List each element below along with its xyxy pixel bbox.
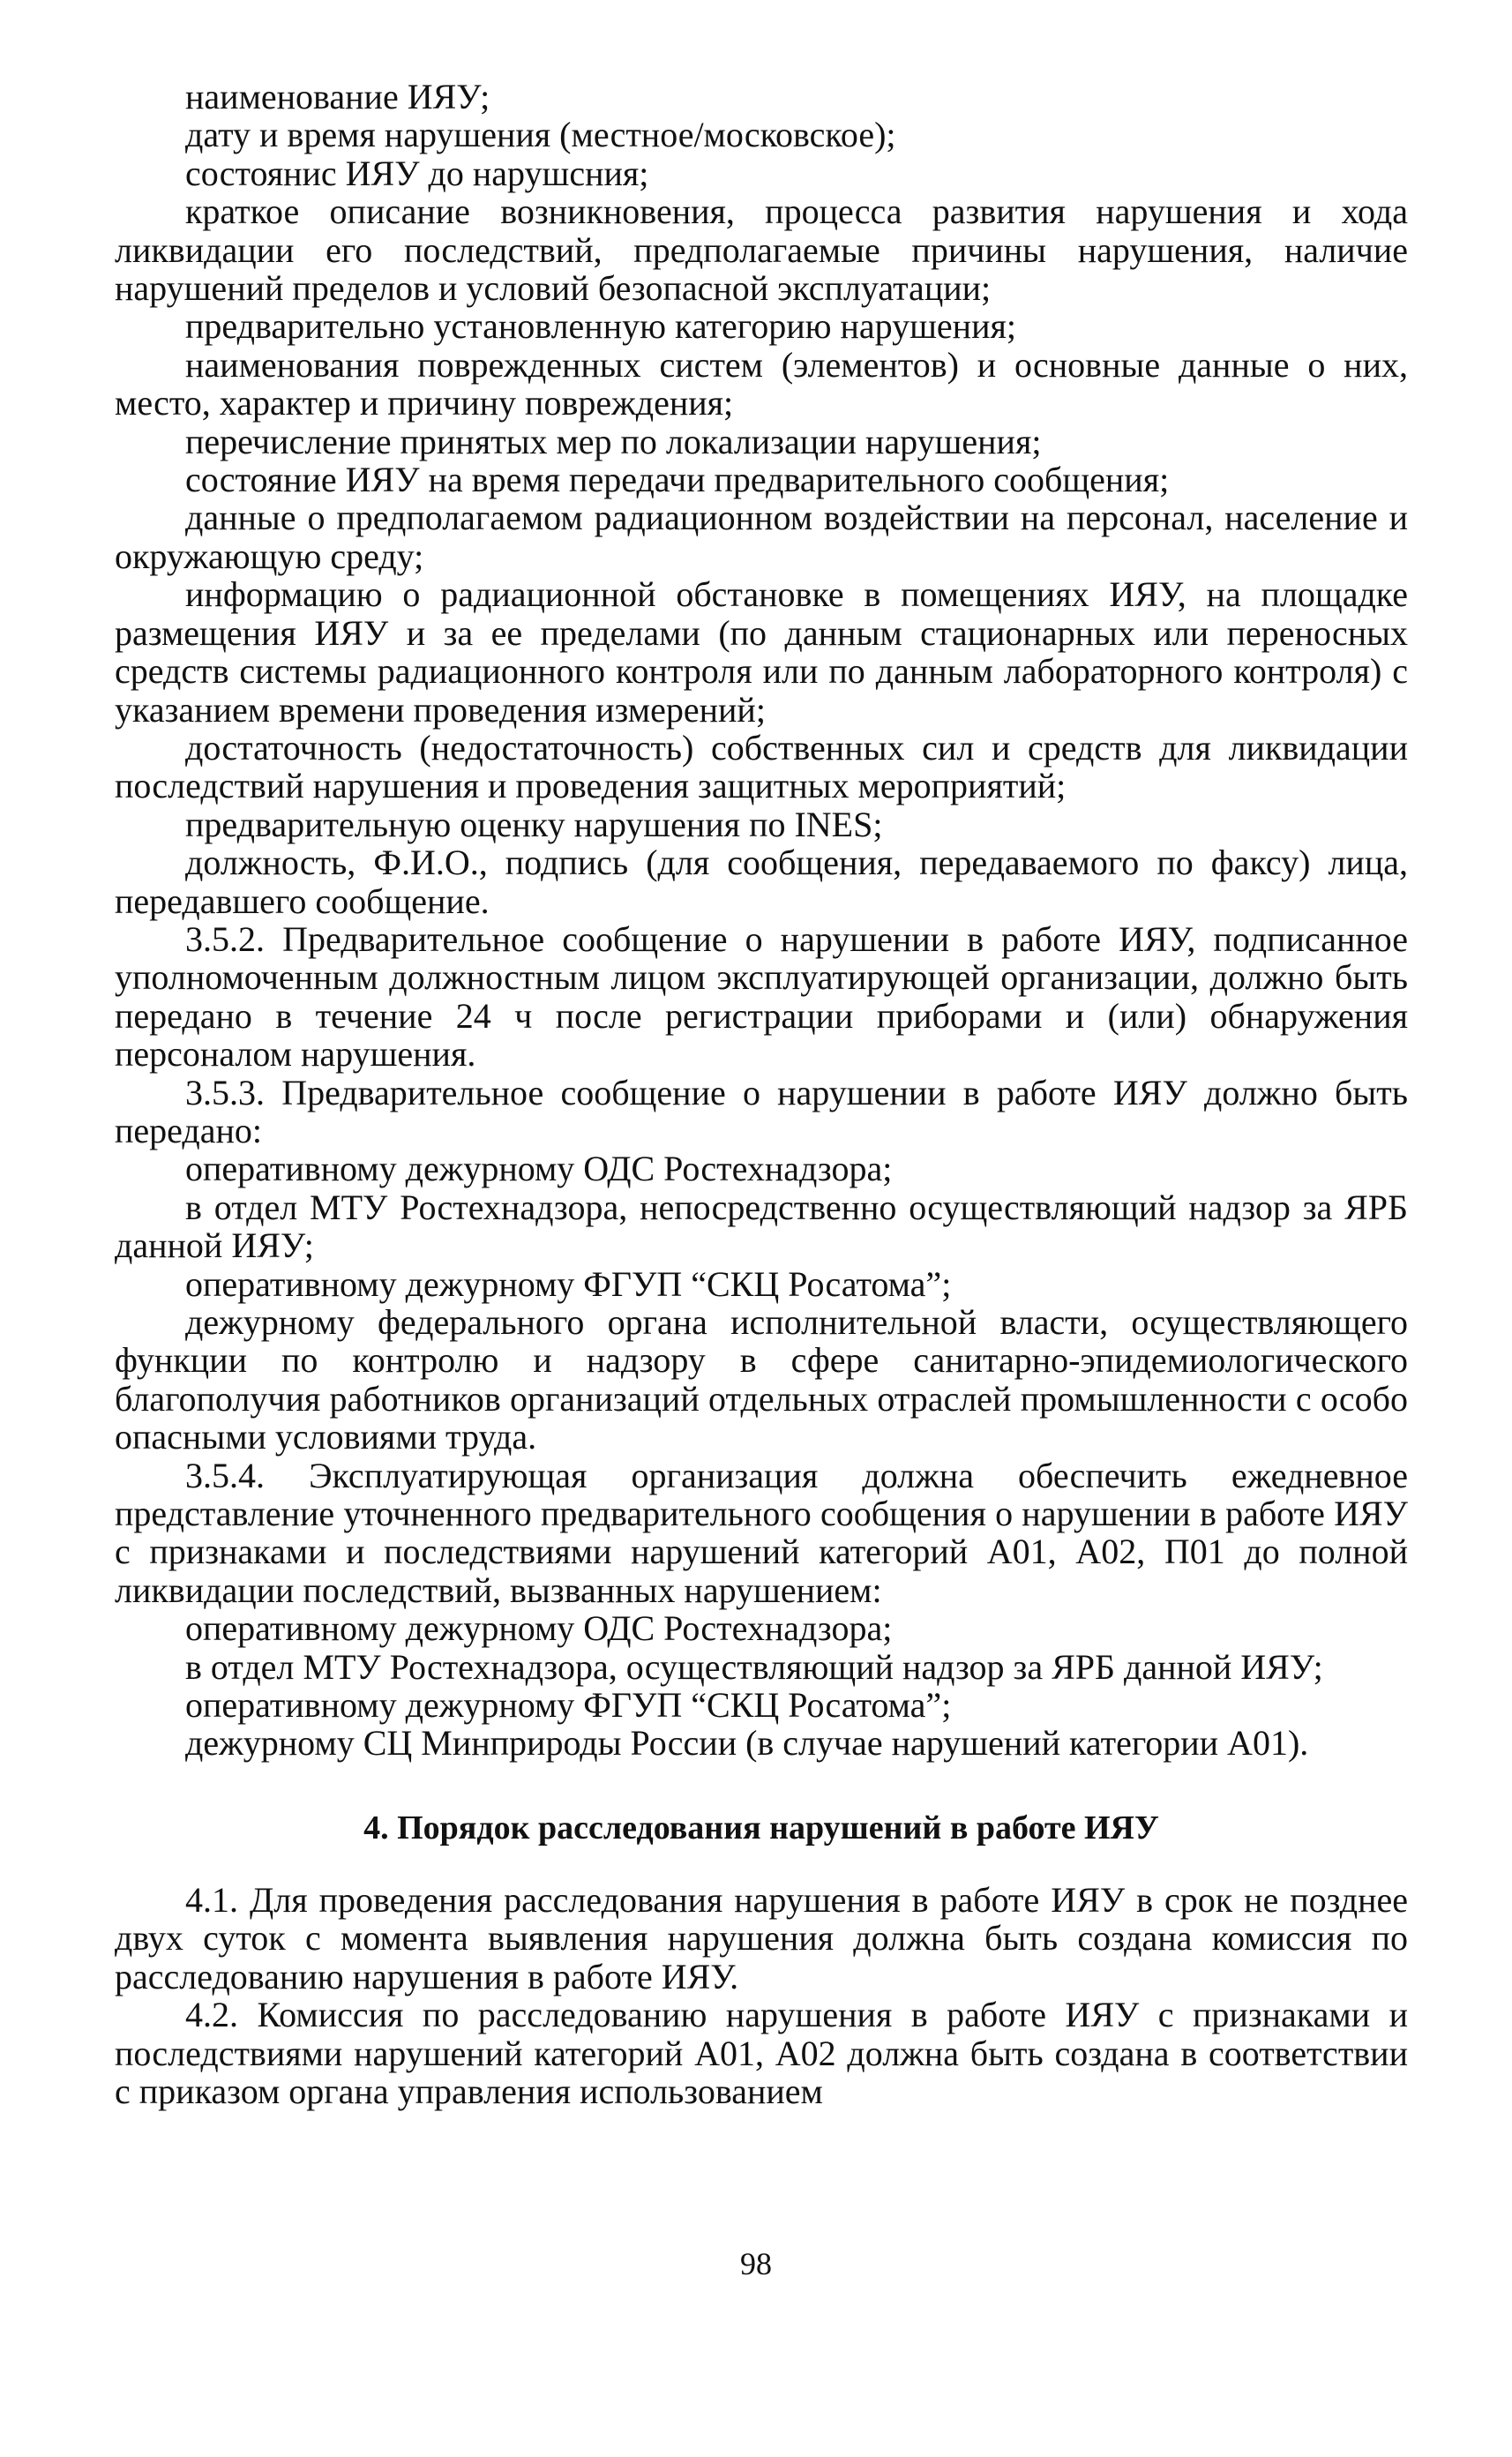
list-item: должность, Ф.И.О., подпись (для сообщения, передаваемого по факсу) лица, передавшего сообщение.: [115, 843, 1408, 921]
list-item: оперативному дежурному ОДС Ростехнадзора;: [185, 1608, 893, 1649]
list-item: состояние ИЯУ на время передачи предварительного сообщения;: [185, 460, 1170, 500]
list-item: перечисление принятых мер по локализации нарушения;: [185, 421, 1042, 461]
list-item: оперативному дежурному ФГУП “СКЦ Росатома”;: [185, 1685, 952, 1726]
list-item: предварительную оценку нарушения по INES;: [185, 804, 883, 844]
list-item: информацию о радиационной обстановке в помещениях ИЯУ, на площадке размещения ИЯУ и за ее пределами (по данным стационарных или переносных средств системы радиационного контроля или по данным лабораторного контроля) с указанием времени проведения измерений;: [115, 574, 1408, 730]
list-item: предварительно установленную категорию нарушения;: [185, 306, 1016, 347]
list-item: в отдел МТУ Ростехнадзора, осуществляющий надзор за ЯРБ данной ИЯУ;: [185, 1646, 1323, 1687]
list-item: дежурному СЦ Минприроды России (в случае нарушений категории А01).: [185, 1723, 1309, 1764]
list-item: данные о предполагаемом радиационном воздействии на персонал, население и окружающую среду;: [115, 498, 1408, 576]
list-item: краткое описание возникновения, процесса развития нарушения и хода ликвидации его последствий, предполагаемые причины нарушения, наличие нарушений пределов и условий безопасной эксплуатации;: [115, 191, 1408, 309]
clause-3-5-3: 3.5.3. Предварительное сообщение о нарушении в работе ИЯУ должно быть передано:: [115, 1072, 1408, 1150]
list-item: оперативному дежурному ФГУП “СКЦ Росатома”;: [185, 1263, 952, 1304]
list-item: оперативному дежурному ОДС Ростехнадзора;: [185, 1149, 893, 1189]
clause-4-1: 4.1. Для проведения расследования нарушения в работе ИЯУ в срок не позднее двух суток с момента выявления нарушения должна быть создана комиссия по расследованию нарушения в работе ИЯУ.: [115, 1879, 1408, 1996]
list-item: достаточность (недостаточность) собственных сил и средств для ликвидации последствий нарушения и проведения защитных мероприятий;: [115, 727, 1408, 806]
list-item: дату и время нарушения (местное/московское);: [185, 115, 896, 155]
list-item: в отдел МТУ Ростехнадзора, непосредственно осуществляющий надзор за ЯРБ данной ИЯУ;: [115, 1187, 1408, 1266]
list-item: наименования поврежденных систем (элементов) и основные данные о них, место, характер и причину повреждения;: [115, 344, 1408, 423]
page-number: 98: [740, 2246, 772, 2281]
document-page: [115, 78, 1408, 2110]
clause-4-2: 4.2. Комиссия по расследованию нарушения в работе ИЯУ с признаками и последствиями нарушений категорий А01, А02 должна быть создана в соответствии с приказом органа управления использованием: [115, 1995, 1408, 2111]
list-item: дежурному федерального органа исполнительной власти, осуществляющего функции по контролю и надзору в сфере санитарно-эпидемиологического благополучия работников организаций отдельных отраслей промышленности с особо опасными условиями труда.: [115, 1302, 1408, 1457]
list-item: наименование ИЯУ;: [185, 77, 490, 116]
list-item: состоянис ИЯУ до нарушсния;: [185, 153, 649, 193]
clause-3-5-2: 3.5.2. Предварительное сообщение о нарушении в работе ИЯУ, подписанное уполномоченным должностным лицом эксплуатирующей организации, должно быть передано в течение 24 ч после регистрации приборами и (или) обнаружения персоналом нарушения.: [115, 918, 1408, 1075]
section-heading: 4. Порядок расследования нарушений в работе ИЯУ: [363, 1809, 1159, 1846]
clause-3-5-4: 3.5.4. Эксплуатирующая организация должна обеспечить ежедневное представление уточненного предварительного сообщения о нарушении в работе ИЯУ с признаками и последствиями нарушений категорий А01, А02, П01 до полной ликвидации последствий, вызванных нарушением:: [115, 1455, 1408, 1610]
